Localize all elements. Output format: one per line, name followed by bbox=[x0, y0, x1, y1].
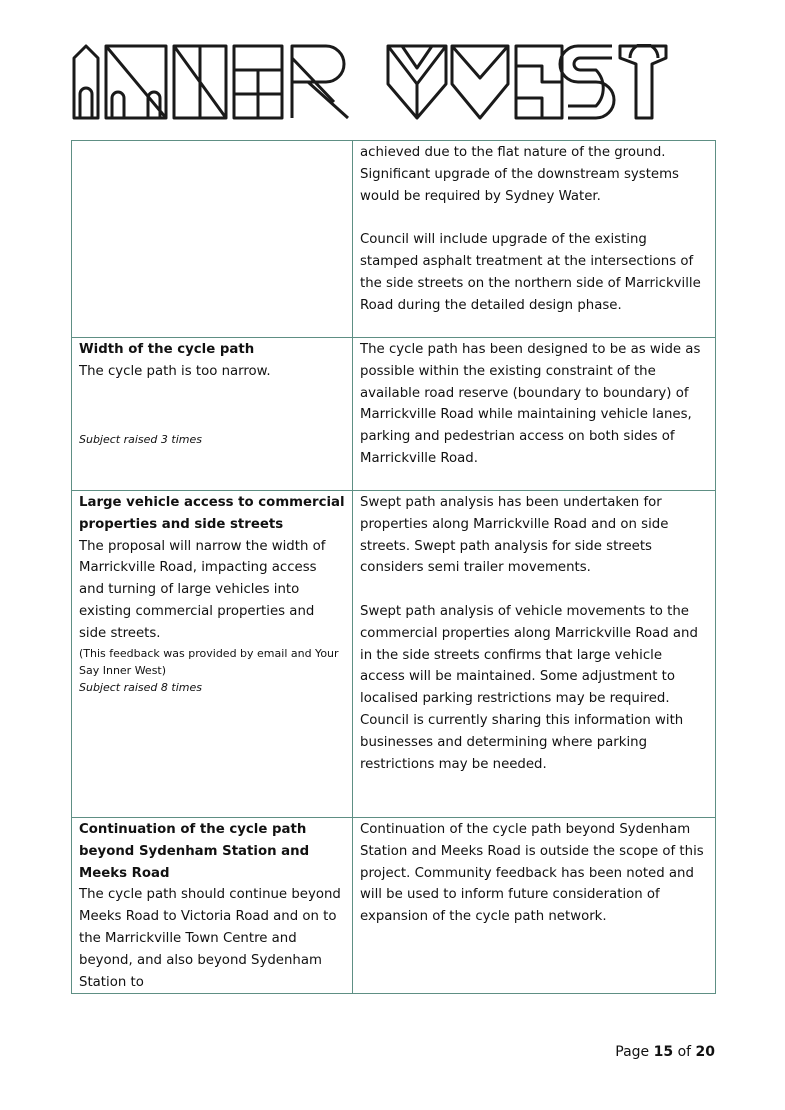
response-paragraph: The cycle path has been designed to be as wide as possible within the existing constraint of the available road reserve (boundary to boundary) of Marrickville Road while maintaining vehicle lanes, parking and pedestrian access on both sides of Marrickville Road. bbox=[360, 342, 701, 466]
response-cell bbox=[353, 491, 716, 818]
response-paragraph: Council will include upgrade of the existing stamped asphalt treatment at the intersections of the side streets on the northern side of Marrickville Road during the detailed design phase. bbox=[360, 232, 701, 313]
subject-cell bbox=[72, 338, 353, 491]
page-label: Page bbox=[615, 1044, 650, 1060]
subject-count: Subject raised 8 times bbox=[79, 680, 202, 694]
response-paragraph: Swept path analysis has been undertaken for properties along Marrickville Road and on side streets. Swept path analysis for side streets considers semi trailer movements. bbox=[360, 495, 669, 576]
page-total: 20 bbox=[695, 1044, 715, 1060]
subject-cell bbox=[72, 818, 353, 994]
page-of: of bbox=[677, 1044, 692, 1060]
subject-title: Width of the cycle path bbox=[79, 342, 255, 357]
page-number bbox=[615, 1044, 715, 1060]
logo-graphic bbox=[72, 44, 668, 120]
response-cell bbox=[353, 338, 716, 491]
subject-text: The cycle path should continue beyond Meeks Road to Victoria Road and on to the Marrickville Town Centre and beyond, and also beyond Sydenham Station to bbox=[79, 887, 341, 990]
response-paragraph: Swept path analysis of vehicle movements to the commercial properties along Marrickville Road and in the side streets confirms that large vehicle access will be maintained. Some adjustment to localised parking restrictions may be required. Council is currently sharing this information with businesses and determining where parking restrictions may be needed. bbox=[360, 603, 698, 772]
table-row bbox=[72, 491, 716, 818]
inner-west-logo bbox=[72, 44, 668, 120]
subject-count: Subject raised 3 times bbox=[79, 432, 202, 446]
subject-note: (This feedback was provided by email and Your Say Inner West) bbox=[79, 646, 339, 677]
subject-text: The proposal will narrow the width of Marrickville Road, impacting access and turning of large vehicles into existing commercial properties and side streets. bbox=[79, 538, 326, 641]
page-current: 15 bbox=[653, 1044, 674, 1060]
subject-cell bbox=[72, 491, 353, 818]
subject-title: Continuation of the cycle path beyond Sydenham Station and Meeks Road bbox=[79, 822, 310, 881]
response-paragraph: achieved due to the flat nature of the ground. Significant upgrade of the downstream systems would be required by Sydney Water. bbox=[360, 145, 679, 204]
response-cell bbox=[353, 818, 716, 994]
table-row bbox=[72, 141, 716, 338]
subject-cell bbox=[72, 141, 353, 338]
feedback-table bbox=[71, 140, 716, 994]
response-paragraph: Continuation of the cycle path beyond Sydenham Station and Meeks Road is outside the scope of this project. Community feedback has been noted and will be used to inform future consideration of expansion of the cycle path network. bbox=[360, 822, 704, 925]
table-row bbox=[72, 338, 716, 491]
subject-text: The cycle path is too narrow. bbox=[79, 363, 271, 379]
table-row bbox=[72, 818, 716, 994]
subject-title: Large vehicle access to commercial properties and side streets bbox=[79, 495, 345, 532]
response-cell bbox=[353, 141, 716, 338]
